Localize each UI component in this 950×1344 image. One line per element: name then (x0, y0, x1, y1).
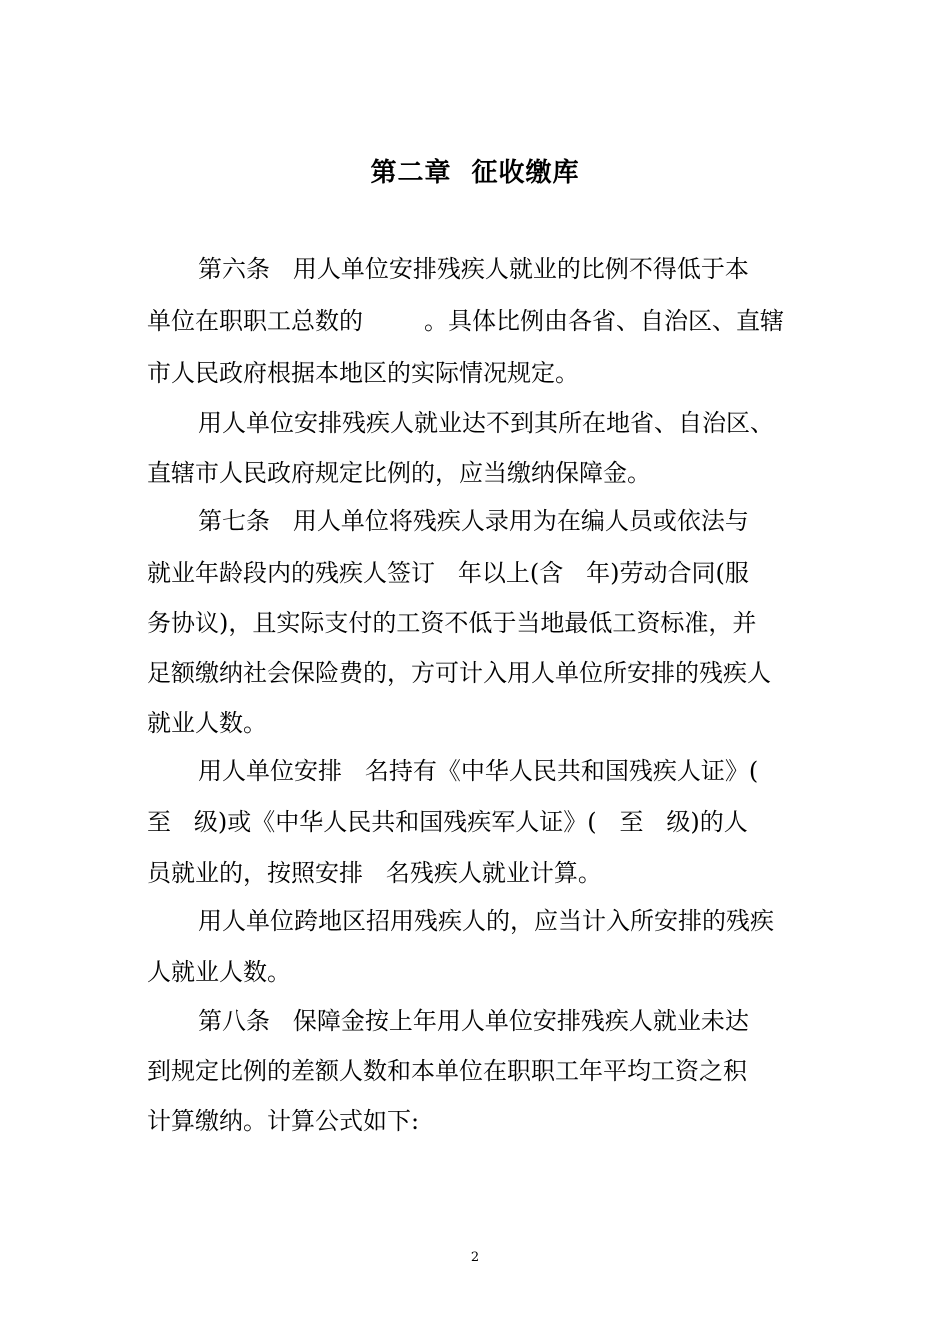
text-line: 务协议)，且实际支付的工资不低于当地最低工资标准，并 (147, 609, 757, 637)
text-line: 人就业人数。 (147, 958, 291, 986)
text-line: 第六条 用人单位安排残疾人就业的比例不得低于本 (198, 255, 749, 283)
text-line: 第八条 保障金按上年用人单位安排残疾人就业未达 (198, 1007, 749, 1035)
text-line: 到规定比例的差额人数和本单位在职职工年平均工资之积 (147, 1057, 747, 1085)
text-line: 用人单位跨地区招用残疾人的，应当计入所安排的残疾 (198, 907, 774, 935)
text-line: 第七条 用人单位将残疾人录用为在编人员或依法与 (198, 507, 749, 535)
chapter-title: 第二章 征收缴库 (370, 158, 580, 188)
text-line: 就业年龄段内的残疾人签订 年以上(含 年)劳动合同(服 (147, 559, 749, 587)
text-line: 用人单位安排 名持有《中华人民共和国残疾人证》( (198, 757, 759, 785)
text-line: 市人民政府根据本地区的实际情况规定。 (147, 359, 579, 387)
text-line: 至 级)或《中华人民共和国残疾军人证》( 至 级)的人 (147, 808, 748, 836)
text-line: 用人单位安排残疾人就业达不到其所在地省、自治区、 (198, 409, 774, 437)
text-line: 直辖市人民政府规定比例的，应当缴纳保障金。 (147, 459, 651, 487)
page-number: 2 (470, 1250, 480, 1265)
text-line: 单位在职职工总数的 。具体比例由各省、自治区、直辖 (147, 307, 785, 335)
text-line: 就业人数。 (147, 709, 267, 737)
text-line: 足额缴纳社会保险费的，方可计入用人单位所安排的残疾人 (147, 659, 771, 687)
text-line: 计算缴纳。计算公式如下: (147, 1107, 420, 1135)
text-line: 员就业的，按照安排 名残疾人就业计算。 (147, 859, 602, 887)
